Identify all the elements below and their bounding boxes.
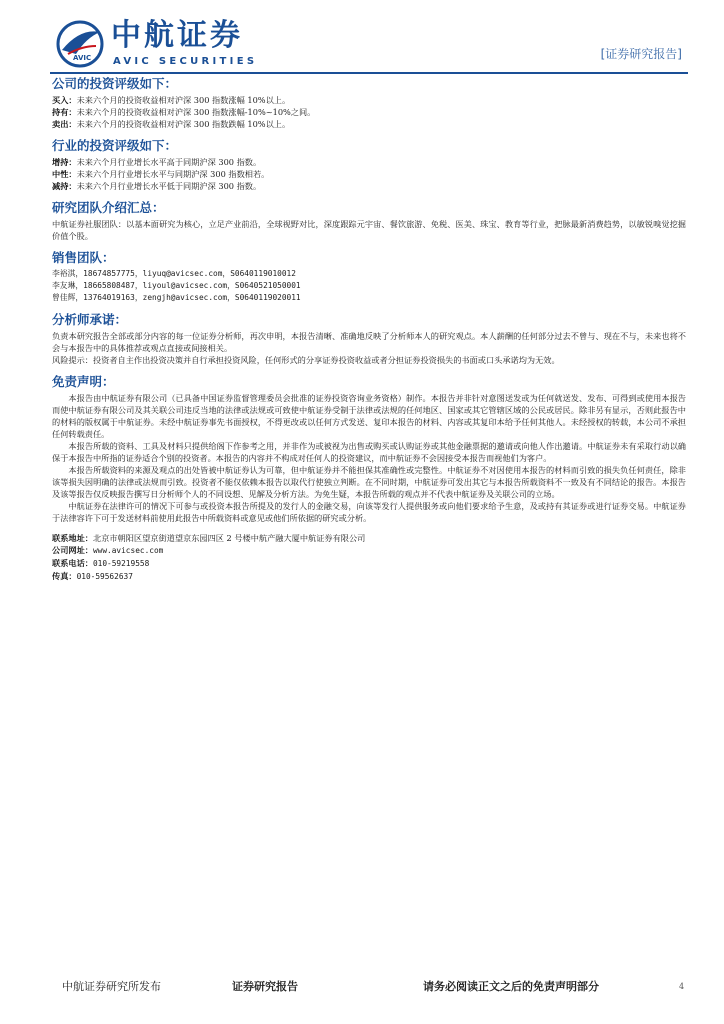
rating-text: 未来六个月的投资收益相对沪深 300 指数涨幅 10%以上。 — [76, 95, 291, 105]
footer-disclaimer-note: 请务必阅读正文之后的免责声明部分 — [423, 980, 599, 993]
report-type-label: [证券研究报告] — [600, 47, 682, 61]
rating-text: 未来六个月行业增长水平与同期沪深 300 指数相若。 — [76, 169, 270, 179]
rating-line — [52, 180, 686, 192]
rating-line — [52, 168, 686, 180]
rating-line — [52, 118, 686, 130]
disclaimer-section — [52, 374, 686, 524]
page-header — [0, 0, 724, 74]
section-title: 研究团队介绍汇总： — [52, 200, 165, 215]
page-footer — [0, 974, 724, 998]
website-link[interactable]: www.avicsec.com — [92, 546, 164, 555]
section-title: 免责声明： — [52, 374, 115, 389]
disclaimer-paragraph: 本报告所载的资料、工具及材料只提供给阁下作参考之用，并非作为或被视为出售或购买或认购证券或其他金融票据的邀请或向他人作出邀请。中航证券未有采取行动以确保于本报告中所指的证券适合个别的投资者。本报告的内容并不构成对任何人的投资建议，而中航证券不会因接受本报告而视他们为客户。 — [52, 441, 686, 463]
rating-text: 未来六个月行业增长水平高于同期沪深 300 指数。 — [76, 157, 262, 167]
industry-ratings-section — [52, 138, 686, 192]
header-divider — [50, 72, 688, 74]
rating-line — [52, 94, 686, 106]
section-title: 公司的投资评级如下： — [52, 76, 178, 91]
sales-member: 曾佳辉，13764019163，zengjh@avicsec.com，S0640119020011 — [52, 293, 301, 302]
contact-value: 北京市朝阳区望京街道望京东园四区 2 号楼中航产融大厦中航证券有限公司 — [92, 533, 366, 543]
rating-text: 未来六个月的投资收益相对沪深 300 指数跌幅 10%以上。 — [76, 119, 291, 129]
contact-label: 传真： — [52, 571, 77, 581]
section-title: 销售团队： — [52, 250, 115, 265]
disclaimer-paragraph: 本报告由中航证券有限公司（已具备中国证券监督管理委员会批准的证券投资咨询业务资格）制作。本报告并非针对意图送发或为任何就送发、发布、可得到或使用本报告而使中航证券有限公司及其关联公司违反当地的法律或法规或可致使中航证券受制于法律或法规的任何地区、国家或其它管辖区域的公民或居民。除非另有显示，否则此报告中的材料的版权属于中航证券。未经中航证券事先书面授权，不得更改或以任何方式发送、复印本报告的材料、内容或其复印本给予任何其他人。未经授权的转载，本公司不承担任何转载责任。 — [52, 393, 686, 439]
research-team-text: 中航证券社服团队：以基本面研究为核心，立足产业前沿，全球视野对比，深度跟踪元宇宙、餐饮旅游、免税、医美、珠宝、教育等行业，把脉最新消费趋势，以敏锐嗅觉挖掘价值个股。 — [52, 219, 686, 241]
rating-text: 未来六个月行业增长水平低于同期沪深 300 指数。 — [76, 181, 262, 191]
disclaimer-paragraph: 中航证券在法律许可的情况下可参与或投资本报告所提及的发行人的金融交易，向该等发行人提供服务或向他们要求给予生意，及或持有其证券或进行证券交易。中航证券于法律容许下可于发送材料前使用此报告中所载资料或意见或他们所依据的研究或分析。 — [52, 501, 686, 523]
footer-publisher: 中航证券研究所发布 — [62, 980, 161, 993]
contact-website — [52, 544, 686, 557]
logo-text: AVIC — [73, 54, 92, 62]
footer-doc-type: 证券研究报告 — [232, 980, 298, 993]
rating-label: 减持： — [52, 181, 77, 191]
contact-value: 010-59562637 — [76, 572, 133, 581]
sales-member: 李友琳，18665808487，liyoul@avicsec.com，S0640521050001 — [52, 281, 301, 290]
contact-label: 联系地址： — [52, 533, 93, 543]
risk-warning-text: 风险提示：投资者自主作出投资决策并自行承担投资风险，任何形式的分享证券投资收益或者分担证券投资损失的书面或口头承诺均为无效。 — [52, 355, 560, 365]
research-team-section — [52, 200, 686, 242]
page-content — [52, 76, 686, 591]
section-title: 行业的投资评级如下： — [52, 138, 178, 153]
contact-address — [52, 532, 686, 544]
page-number: 4 — [679, 982, 685, 991]
rating-line — [52, 156, 686, 168]
avic-logo-icon — [56, 20, 104, 68]
contact-label: 联系电话： — [52, 558, 93, 568]
rating-line — [52, 106, 686, 118]
rating-label: 卖出： — [52, 119, 77, 129]
rating-label: 增持： — [52, 157, 77, 167]
contact-value: 010-59219558 — [92, 559, 150, 568]
contact-fax — [52, 570, 686, 583]
commitment-text: 负责本研究报告全部或部分内容的每一位证券分析师，再次申明，本报告清晰、准确地反映了分析师本人的研究观点。本人薪酬的任何部分过去不曾与、现在不与，未来也将不会与本报告中的具体推荐或观点直接或间接相关。 — [52, 331, 686, 353]
rating-label: 买入： — [52, 95, 77, 105]
contact-label: 公司网址： — [52, 545, 93, 555]
analyst-commitment-section — [52, 312, 686, 366]
rating-label: 中性： — [52, 169, 77, 179]
contact-section — [52, 532, 686, 583]
sales-team-section — [52, 250, 686, 304]
brand-name-cn: 中航证券 — [111, 18, 243, 53]
contact-phone — [52, 557, 686, 570]
rating-label: 持有： — [52, 107, 77, 117]
sales-member: 李裕淇，18674857775，liyuq@avicsec.com，S0640119010012 — [52, 269, 296, 278]
section-title: 分析师承诺： — [52, 312, 128, 327]
disclaimer-paragraph: 本报告所载资料的来源及观点的出处皆被中航证券认为可靠，但中航证券并不能担保其准确性或完整性。中航证券不对因使用本报告的材料而引致的损失负任何责任，除非该等损失因明确的法律或法规而引致。投资者不能仅依赖本报告以取代行使独立判断。在不同时期，中航证券可发出其它与本报告所载资料不一致及有不同结论的报告。本报告及该等报告仅反映报告撰写日分析师个人的不同设想、见解及分析方法。为免生疑，本报告所载的观点并不代表中航证券及关联公司的立场。 — [52, 465, 686, 499]
rating-text: 未来六个月的投资收益相对沪深 300 指数涨幅-10%~10%之间。 — [76, 107, 316, 117]
brand-name-en: AVIC SECURITIES — [113, 56, 258, 67]
company-ratings-section — [52, 76, 686, 130]
